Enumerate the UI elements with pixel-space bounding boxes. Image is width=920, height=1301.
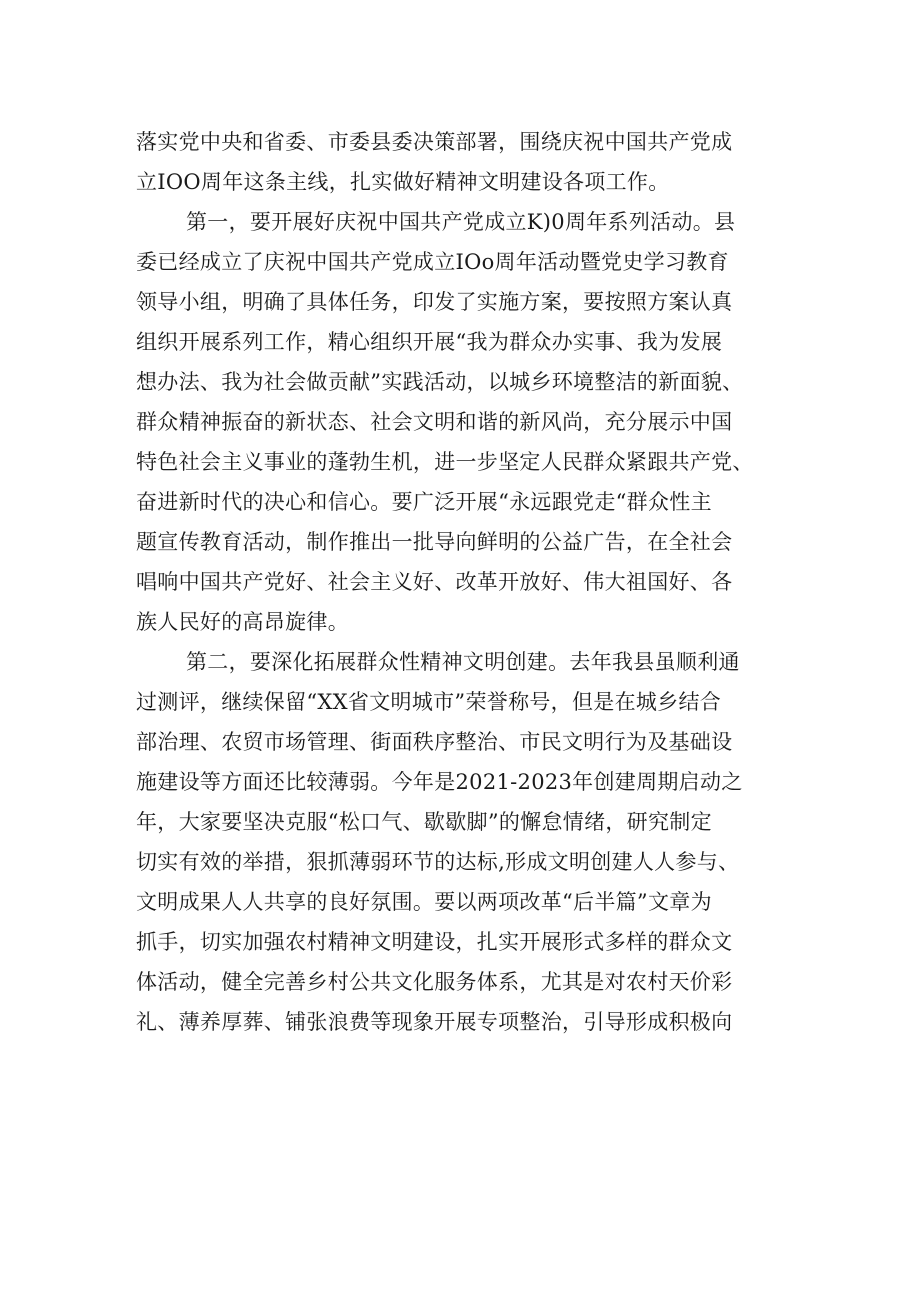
text-line: 奋进新时代的决心和信心。要广泛开展“永远跟党走“群众性主: [136, 490, 712, 514]
text-line: 委已经成立了庆祝中国共产党成立IOo周年活动暨党史学习教育: [136, 250, 729, 274]
text-line: 体活动，健全完善乡村公共文化服务体系，尤其是对农村天价彩: [136, 970, 733, 994]
paragraph-intro: [136, 122, 796, 202]
text-line: 礼、薄养厚葬、铺张浪费等现象开展专项整治，引导形成积极向: [136, 1010, 733, 1034]
text-line: 想办法、我为社会做贡献”实践活动，以城乡环境整洁的新面貌、: [136, 370, 744, 394]
text-line: 部治理、农贸市场管理、街面秩序整治、市民文明行为及基础设: [136, 730, 733, 754]
text-line: 族人民好的高昂旋律。: [136, 610, 349, 634]
paragraph-second: [136, 642, 796, 1042]
text-line: 第一，要开展好庆祝中国共产党成立K)0周年系列活动。县: [186, 210, 736, 234]
text-line: 题宣传教育活动，制作推出一批导向鲜明的公益广告，在全社会: [136, 530, 733, 554]
text-line: 抓手，切实加强农村精神文明建设，扎实开展形式多样的群众文: [136, 930, 733, 954]
document-body: [136, 122, 796, 1042]
text-line: 年，大家要坚决克服“松口气、歇歇脚”的懈怠情绪，研究制定: [136, 810, 712, 834]
text-line: 过测评，继续保留“XX省文明城市”荣誉称号，但是在城乡结合: [136, 690, 722, 714]
text-line: 立IOO周年这条主线，扎实做好精神文明建设各项工作。: [136, 170, 670, 194]
paragraph-first: [136, 202, 796, 642]
text-line: 群众精神振奋的新状态、社会文明和谐的新风尚，充分展示中国: [136, 410, 733, 434]
text-line: 领导小组，明确了具体任务，印发了实施方案，要按照方案认真: [136, 290, 733, 314]
text-line: 组织开展系列工作，精心组织开展“我为群众办实事、我为发展: [136, 330, 723, 354]
text-line: 落实党中央和省委、市委县委决策部署，围绕庆祝中国共产党成: [136, 130, 733, 154]
text-line: 特色社会主义事业的蓬勃生机，进一步坚定人民群众紧跟共产党、: [136, 450, 754, 474]
text-line: 切实有效的举措，狠抓薄弱环节的达标,形成文明创建人人参与、: [136, 850, 740, 874]
text-line: 唱响中国共产党好、社会主义好、改革开放好、伟大祖国好、各: [136, 570, 733, 594]
text-line: 文明成果人人共享的良好氛围。要以两项改革“后半篇”文章为: [136, 890, 712, 914]
text-line: 第二，要深化拓展群众性精神文明创建。去年我县虽顺利通: [186, 650, 740, 674]
text-line: 施建设等方面还比较薄弱。今年是2021-2023年创建周期启动之: [136, 770, 743, 794]
